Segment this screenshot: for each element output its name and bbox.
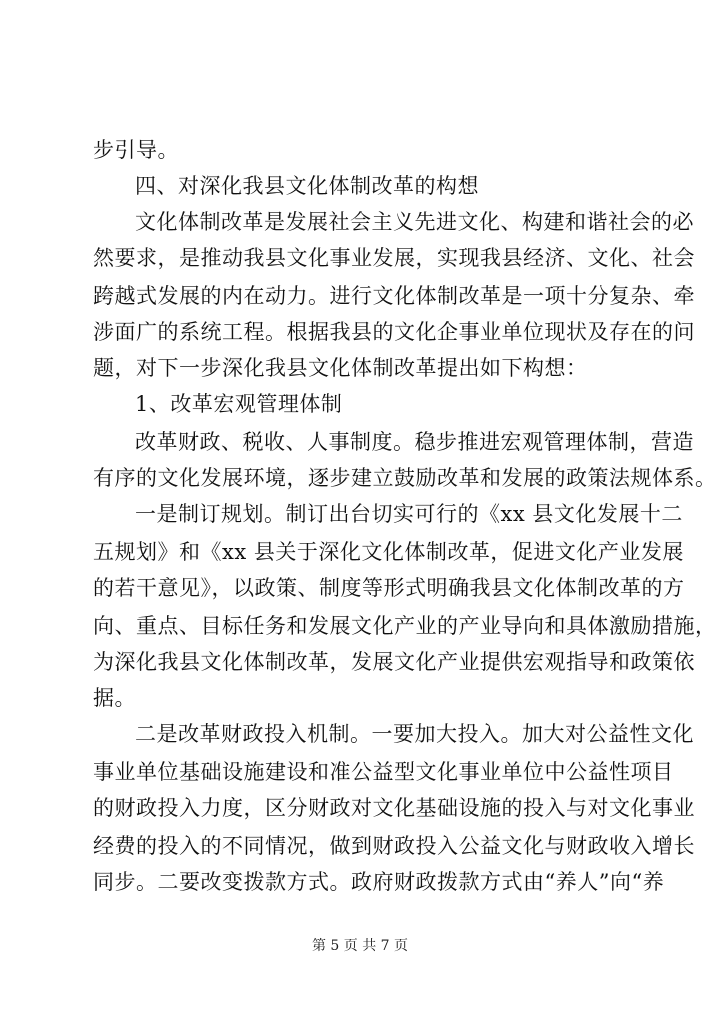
text-line: 有序的文化发展环境，逐步建立鼓励改革和发展的政策法规体系。 [93, 466, 717, 490]
text-line: 经费的投入的不同情况，做到财政投入公益文化与财政收入增长 [93, 834, 695, 858]
text-line: 改革财政、税收、人事制度。稳步推进宏观管理体制，营造 [135, 430, 694, 454]
text-line: 向、重点、目标任务和发展文化产业的产业导向和具体激励措施， [93, 614, 717, 638]
text-line: 一是制订规划。制订出台切实可行的《xx 县文化发展十二 [135, 502, 683, 526]
section-heading: 四、对深化我县文化体制改革的构想 [135, 174, 479, 198]
text-line: 然要求，是推动我县文化事业发展，实现我县经济、文化、社会 [93, 246, 695, 270]
page-number-footer: 第 5 页 共 7 页 [311, 938, 409, 954]
text-line: 同步。二要改变拨款方式。政府财政拨款方式由“养人”向“养 [93, 870, 665, 894]
text-line: 为深化我县文化体制改革，发展文化产业提供宏观指导和政策依 [93, 650, 695, 674]
text-line: 文化体制改革是发展社会主义先进文化、构建和谐社会的必 [135, 210, 694, 234]
text-line: 题，对下一步深化我县文化体制改革提出如下构想： [93, 356, 588, 380]
text-line: 二是改革财政投入机制。一要加大投入。加大对公益性文化 [135, 722, 694, 746]
text-line: 的财政投入力度，区分财政对文化基础设施的投入与对文化事业 [93, 796, 695, 820]
text-line: 据。 [93, 686, 136, 710]
text-line: 事业单位基础设施建设和准公益型文化事业单位中公益性项目 [93, 760, 674, 784]
text-line: 跨越式发展的内在动力。进行文化体制改革是一项十分复杂、牵 [93, 284, 695, 308]
text-line: 的若干意见》，以政策、制度等形式明确我县文化体制改革的方 [93, 576, 685, 600]
subsection-heading: 1、改革宏观管理体制 [135, 392, 343, 416]
text-line: 步引导。 [93, 138, 179, 162]
text-line: 五规划》和《xx 县关于深化文化体制改革，促进文化产业发展 [93, 540, 684, 564]
text-line: 涉面广的系统工程。根据我县的文化企事业单位现状及存在的问 [93, 320, 695, 344]
